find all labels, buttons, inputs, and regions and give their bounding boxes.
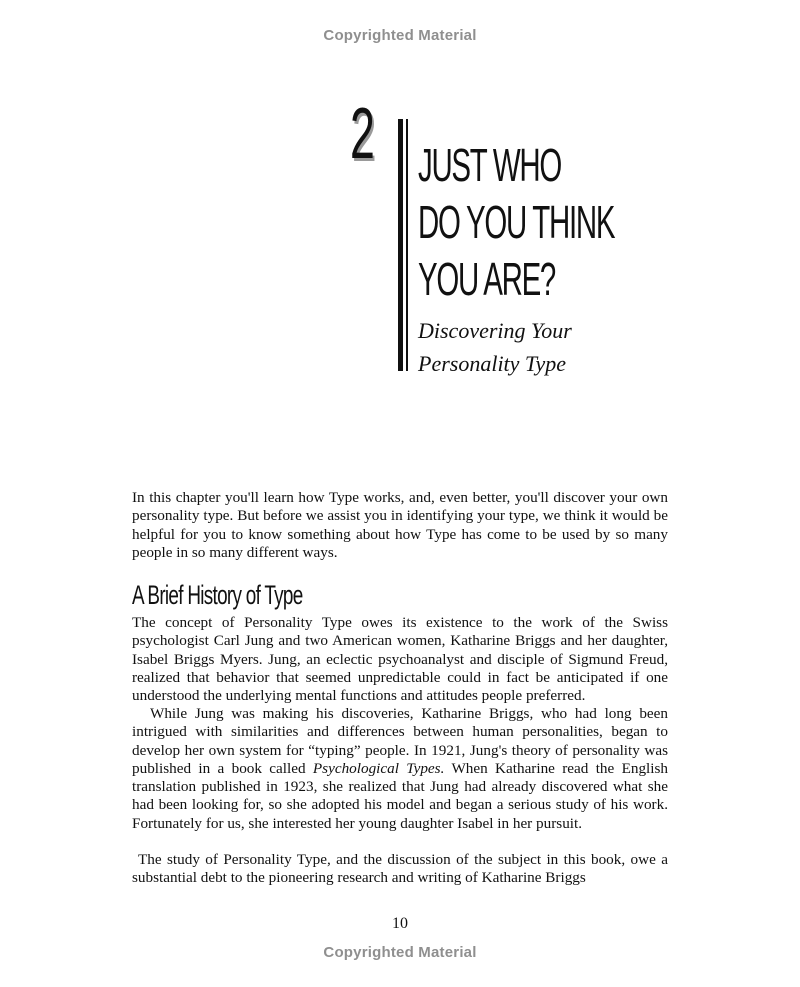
- chapter-subtitle: [418, 314, 572, 380]
- book-title: Psychological Types.: [312, 759, 445, 777]
- section-heading: A Brief History of Type: [132, 580, 303, 610]
- chapter-title-line: DO YOU THINK: [418, 196, 615, 248]
- chapter-subtitle-line: Discovering Your: [418, 318, 572, 343]
- body-paragraph-3: The study of Personality Type, and the discussion of the subject in this book, owe a substantial debt to the pioneering research and writing of Katharine Briggs: [132, 851, 668, 887]
- body-paragraph-1: The concept of Personality Type owes its existence to the work of the Swiss psychologist Carl Jung and two American women, Katharine Briggs and her daughter, Isabel Briggs Myers. Jung, an eclectic psychoanalyst and disciple of Sigmund Freud, realized that behavior that seemed unpredictable could in fact be anticipated if one understood the underlying mental functions and attitudes people preferred.: [132, 614, 668, 705]
- paragraph-text: While Jung was making his discoveries, Katharine Briggs, who had long been intrigued with similarities and differences between human personalities, began to develop her own system for “typing” people. In 1921, Jung's theory of personality was published in a book called: [132, 705, 668, 777]
- chapter-title: [418, 137, 614, 308]
- chapter-title-line: YOU ARE?: [418, 253, 556, 305]
- copyright-watermark-top: Copyrighted Material: [323, 27, 477, 44]
- chapter-number: 2: [350, 94, 375, 174]
- copyright-watermark-bottom: Copyrighted Material: [323, 944, 477, 961]
- page-number: 10: [392, 915, 408, 932]
- chapter-subtitle-line: Personality Type: [418, 351, 567, 376]
- paragraph-text: When Katharine read the English translation published in 1923, she realized that Jung had already discovered what she had been looking for, so she adopted his model and began a serious study of his work. Fortunately for us, she interested her young daughter Isabel in her pursuit.: [132, 759, 669, 832]
- chapter-rule-thin: [406, 119, 408, 371]
- chapter-rule-thick: [398, 119, 403, 371]
- body-paragraph-2: [132, 705, 668, 833]
- chapter-title-line: JUST WHO: [418, 139, 561, 191]
- intro-paragraph: In this chapter you'll learn how Type works, and, even better, you'll discover your own personality type. But before we assist you in identifying your type, we think it would be helpful for you to know something about how Type has come to be used by so many people in so many different ways.: [132, 489, 668, 561]
